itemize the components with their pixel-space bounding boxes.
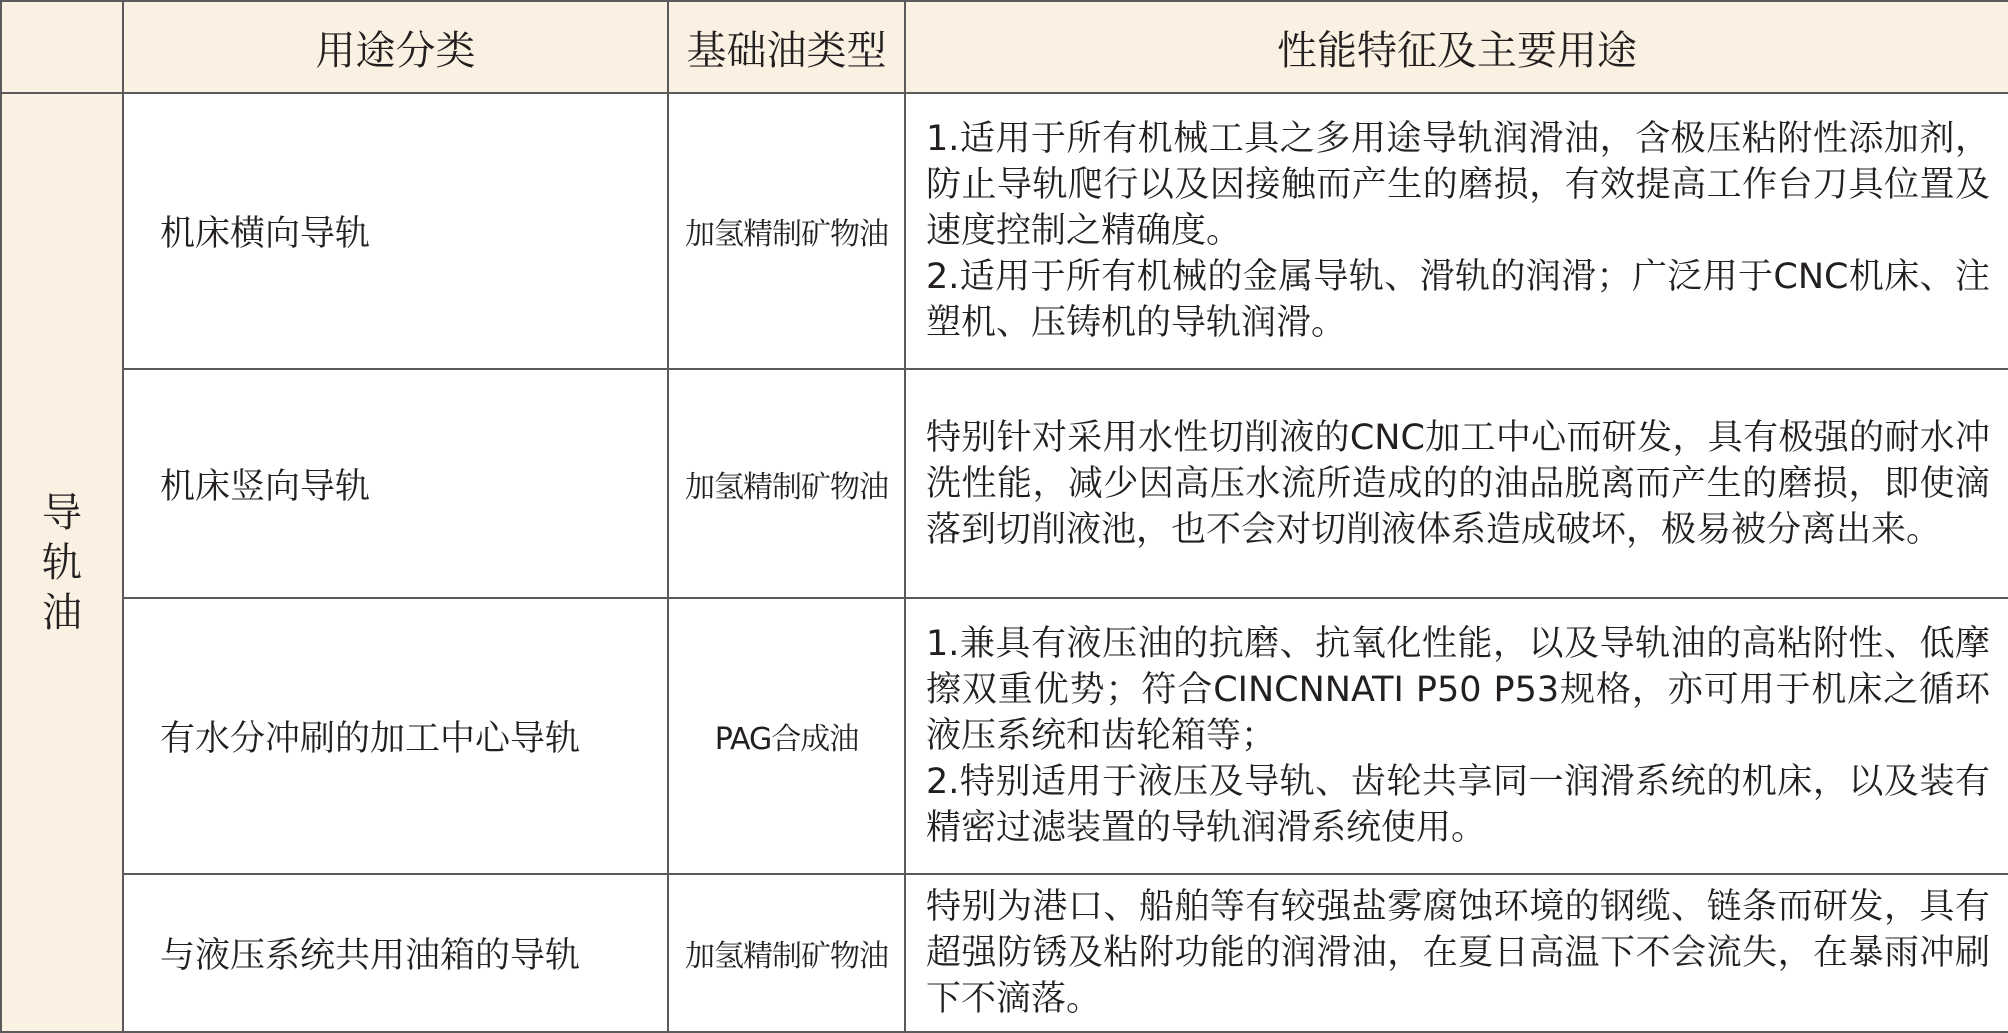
base-oil-cell: PAG合成油 [668, 598, 905, 874]
use-cell: 与液压系统共用油箱的导轨 [123, 874, 668, 1032]
description-cell [905, 598, 2008, 874]
base-oil-cell: 加氢精制矿物油 [668, 874, 905, 1032]
description-cell [905, 93, 2008, 369]
description-line: 1.适用于所有机械工具之多用途导轨润滑油，含极压粘附性添加剂，防止导轨爬行以及因接触而产生的磨损，有效提高工作台刀具位置及速度控制之精确度。 [926, 119, 1990, 251]
category-label: 导 轨 油 [42, 489, 82, 636]
use-cell: 机床横向导轨 [123, 93, 668, 369]
base-oil-cell: 加氢精制矿物油 [668, 369, 905, 598]
description-line: 特别为港口、船舶等有较强盐雾腐蚀环境的钢缆、链条而研发，具有超强防锈及粘附功能的润滑油，在夏日高温下不会流失，在暴雨冲刷下不滴落。 [926, 887, 1990, 1019]
description-line: 1.兼具有液压油的抗磨、抗氧化性能，以及导轨油的高粘附性、低摩擦双重优势；符合CINCNNATI P50 P53规格，亦可用于机床之循环液压系统和齿轮箱等； [926, 624, 1990, 756]
header-cell-blank [1, 1, 123, 93]
header-cell-use-category: 用途分类 [123, 1, 668, 93]
description-line: 2.适用于所有机械的金属导轨、滑轨的润滑；广泛用于CNC机床、注塑机、压铸机的导轨润滑。 [926, 257, 1990, 343]
table-header-row [1, 1, 2008, 93]
use-cell: 机床竖向导轨 [123, 369, 668, 598]
description-line: 2.特别适用于液压及导轨、齿轮共享同一润滑系统的机床，以及装有精密过滤装置的导轨润滑系统使用。 [926, 762, 1990, 848]
description-line: 特别针对采用水性切削液的CNC加工中心而研发，具有极强的耐水冲洗性能，减少因高压水流所造成的的油品脱离而产生的磨损，即使滴落到切削液池，也不会对切削液体系造成破坏，极易被分离出来。 [926, 417, 1990, 550]
category-cell [1, 93, 123, 1032]
base-oil-cell: 加氢精制矿物油 [668, 93, 905, 369]
header-cell-features: 性能特征及主要用途 [905, 1, 2008, 93]
table-row [1, 369, 2008, 598]
header-cell-base-oil: 基础油类型 [668, 1, 905, 93]
use-cell: 有水分冲刷的加工中心导轨 [123, 598, 668, 874]
table-row [1, 93, 2008, 369]
table-row [1, 874, 2008, 1032]
description-cell [905, 369, 2008, 598]
table-row [1, 598, 2008, 874]
description-cell [905, 874, 2008, 1032]
